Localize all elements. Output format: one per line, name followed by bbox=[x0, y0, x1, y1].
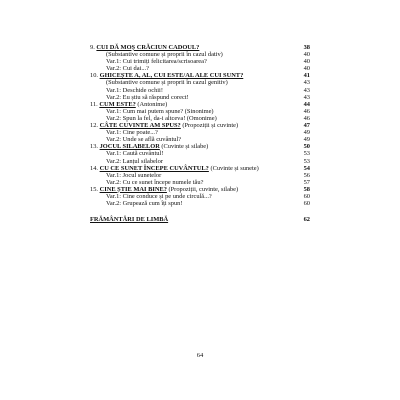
variant-label: Var.1: Deschide ochii! bbox=[106, 86, 163, 94]
variant-label: Var.2: Eu știu să răspund corect! bbox=[106, 93, 189, 101]
chapter-title: GHICEȘTE A, AL, CUI ESTE/AL ALE CUI SUNT? bbox=[99, 72, 244, 80]
toc-variant bbox=[90, 115, 310, 122]
chapter-title: CINE ȘTIE MAI BINE? bbox=[99, 185, 167, 193]
chapter-number: 14. bbox=[90, 164, 98, 172]
chapter-title: CÂTE CUVINTE AM SPUS? bbox=[99, 122, 181, 130]
toc-final-entry bbox=[90, 216, 310, 223]
toc-variant bbox=[90, 58, 310, 65]
description-page: 40 bbox=[303, 51, 310, 59]
toc-chapter-9 bbox=[90, 44, 310, 51]
variant-page: 56 bbox=[303, 171, 310, 179]
variant-label: Var.1: Jocul sunetelor bbox=[106, 171, 162, 179]
chapter-page: 58 bbox=[303, 185, 310, 193]
variant-label: Var.2: Unde se află cuvântul? bbox=[106, 136, 182, 144]
variant-page: 49 bbox=[303, 129, 310, 137]
toc-variant bbox=[90, 172, 310, 179]
toc-chapter-13 bbox=[90, 143, 310, 150]
variant-label: Var.1: Cui trimiți felicitarea/scrisoarea? bbox=[106, 58, 207, 66]
chapter-page: 41 bbox=[303, 72, 310, 80]
variant-label: Var.1: Cine poate...? bbox=[106, 129, 158, 137]
variant-label: Var.2: Cu ce sunet începe numele tău? bbox=[106, 178, 204, 186]
chapter-page: 44 bbox=[303, 100, 310, 108]
chapter-number: 9. bbox=[90, 44, 95, 51]
variant-page: 53 bbox=[303, 150, 310, 158]
chapter-page: 38 bbox=[303, 44, 310, 51]
toc-variant bbox=[90, 193, 310, 200]
chapter-page: 54 bbox=[303, 164, 310, 172]
toc-variant bbox=[90, 200, 310, 207]
table-of-contents bbox=[90, 44, 310, 223]
variant-label: Var.1: Caută cuvântul! bbox=[106, 150, 164, 158]
variant-label: Var.2: Grupează cum îți spun! bbox=[106, 200, 183, 208]
final-entry-title: FRĂMÂNTĂRI DE LIMBĂ bbox=[90, 216, 169, 224]
variant-page: 49 bbox=[303, 136, 310, 144]
toc-variant bbox=[90, 158, 310, 165]
toc-chapter-description bbox=[90, 79, 310, 86]
toc-chapter-11 bbox=[90, 101, 310, 108]
variant-label: Var.1: Cine conduce și pe unde circulă...? bbox=[106, 192, 212, 200]
chapter-page: 50 bbox=[303, 143, 310, 151]
variant-page: 60 bbox=[303, 200, 310, 208]
chapter-subtitle: (Propoziții și cuvinte) bbox=[180, 122, 239, 130]
chapter-title: CUM ESTE? bbox=[99, 100, 136, 108]
toc-variant bbox=[90, 129, 310, 136]
description-text: (Substantive comune și proprii în cazul genitiv) bbox=[106, 79, 228, 87]
toc-variant bbox=[90, 179, 310, 186]
toc-chapter-10 bbox=[90, 72, 310, 79]
chapter-subtitle: (Propoziții, cuvinte, silabe) bbox=[166, 185, 239, 193]
toc-variant bbox=[90, 136, 310, 143]
toc-chapter-15 bbox=[90, 186, 310, 193]
variant-label: Var.2: Spun la fel, da-i altceva! (Omonime) bbox=[106, 114, 217, 122]
variant-page: 46 bbox=[303, 107, 310, 115]
variant-page: 43 bbox=[303, 86, 310, 94]
chapter-subtitle: (Cuvinte și sunete) bbox=[208, 164, 259, 172]
toc-chapter-description bbox=[90, 51, 310, 58]
variant-page: 40 bbox=[303, 65, 310, 73]
toc-chapter-12 bbox=[90, 122, 310, 129]
chapter-number: 10. bbox=[90, 72, 98, 80]
final-entry-page: 62 bbox=[303, 216, 310, 224]
toc-variant bbox=[90, 150, 310, 157]
chapter-title: CU CE SUNET ÎNCEPE CUVÂNTUL? bbox=[99, 164, 209, 172]
variant-label: Var.2: Cui dai...? bbox=[106, 65, 149, 73]
variant-page: 60 bbox=[303, 192, 310, 200]
toc-chapter-14 bbox=[90, 165, 310, 172]
chapter-number: 13. bbox=[90, 143, 98, 151]
chapter-subtitle: (Cuvinte și silabe) bbox=[159, 143, 209, 151]
variant-page: 53 bbox=[303, 157, 310, 165]
chapter-subtitle: (Antonime) bbox=[135, 100, 168, 108]
variant-page: 43 bbox=[303, 93, 310, 101]
page-number: 64 bbox=[196, 352, 204, 359]
variant-page: 57 bbox=[303, 178, 310, 186]
toc-variant bbox=[90, 94, 310, 101]
variant-label: Var.1: Cum mai putem spune? (Sinonime) bbox=[106, 107, 214, 115]
chapter-title: JOCUL SILABELOR bbox=[99, 143, 160, 151]
description-page: 43 bbox=[303, 79, 310, 87]
toc-variant bbox=[90, 108, 310, 115]
variant-page: 46 bbox=[303, 114, 310, 122]
variant-label: Var.2: Lanțul silabelor bbox=[106, 157, 163, 165]
variant-page: 40 bbox=[303, 58, 310, 66]
toc-variant bbox=[90, 87, 310, 94]
chapter-title: CUI DĂ MOȘ CRĂCIUN CADOUL? bbox=[96, 44, 200, 51]
chapter-number: 12. bbox=[90, 122, 98, 130]
description-text: (Substantive comune și proprii în cazul dativ) bbox=[106, 51, 223, 59]
chapter-number: 15. bbox=[90, 185, 98, 193]
chapter-number: 11. bbox=[90, 100, 98, 108]
chapter-page: 47 bbox=[303, 122, 310, 130]
toc-variant bbox=[90, 65, 310, 72]
